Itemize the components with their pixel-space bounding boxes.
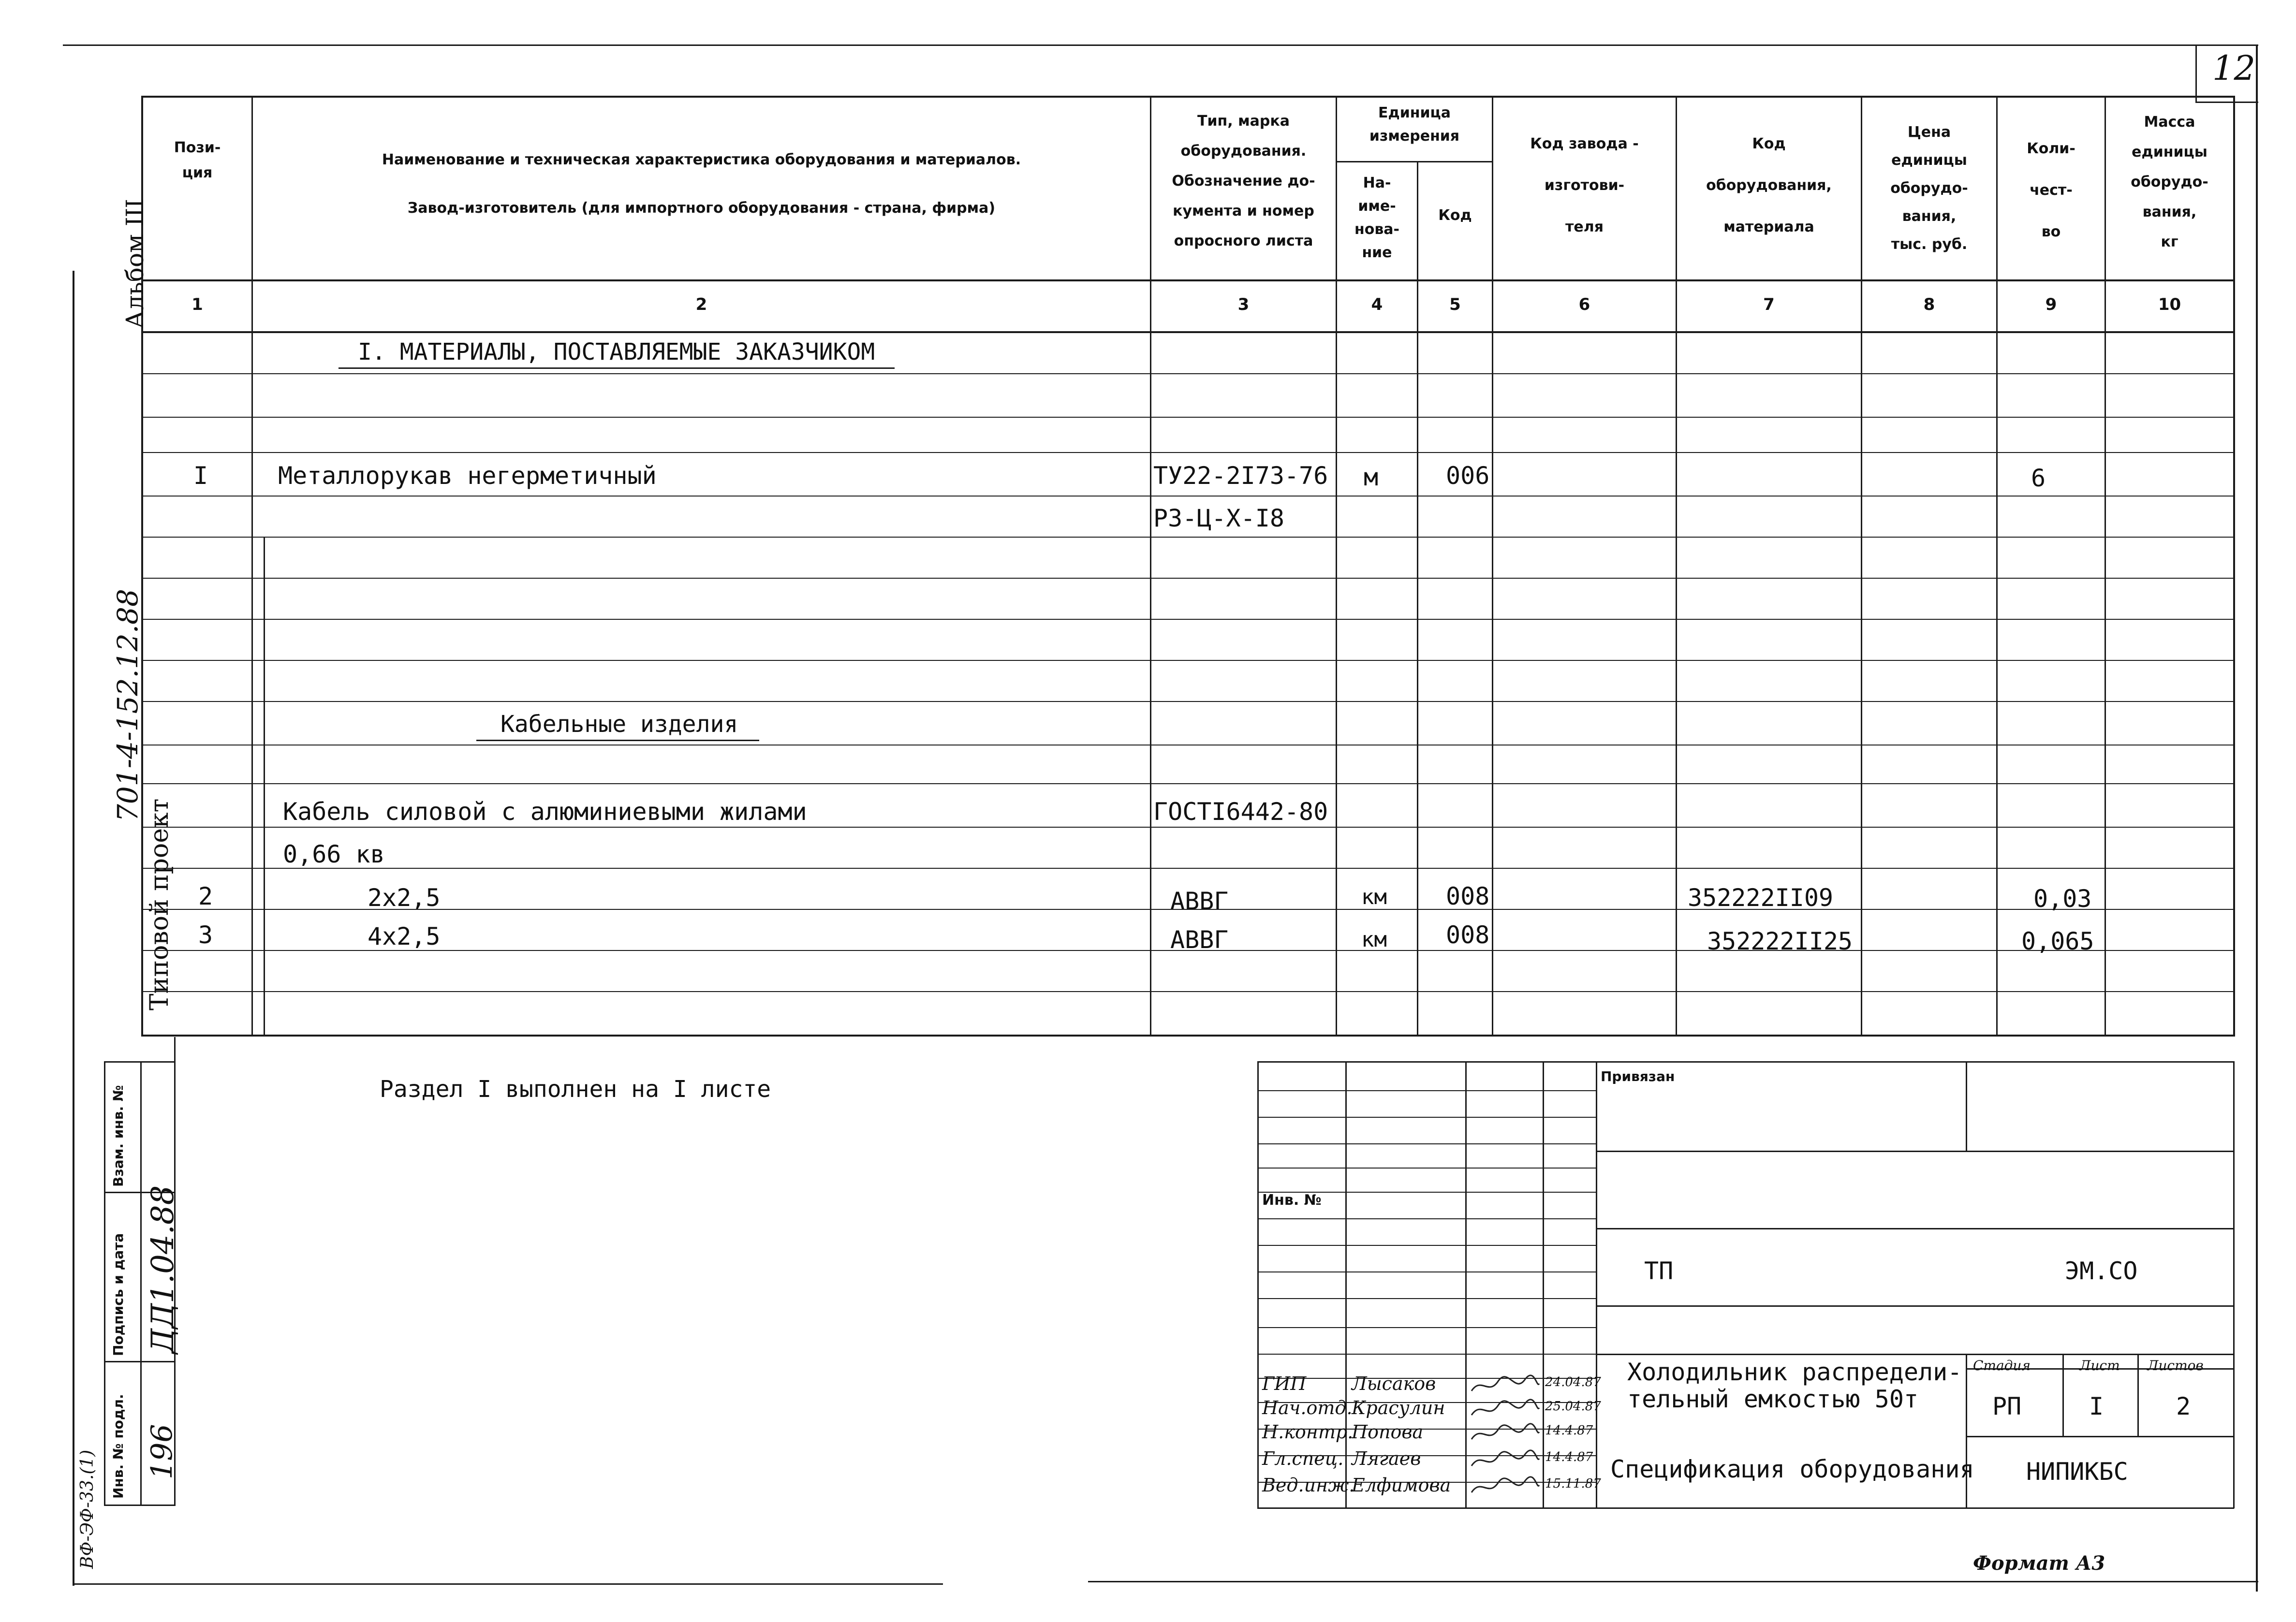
bottom-border <box>73 1583 943 1585</box>
privyazan-label: Привязан <box>1601 1068 1675 1084</box>
signatory-role: Вед.инж. <box>1262 1475 1355 1496</box>
subsection-title: Кабельные изделия <box>500 711 738 738</box>
stage-value: РП <box>1992 1392 2022 1420</box>
row-5-name: 2х2,5 <box>368 884 441 912</box>
unit-group-divider <box>1336 161 1493 162</box>
colnum-7: 7 <box>1763 295 1775 314</box>
margin-box-left <box>104 1061 105 1506</box>
row-6-qty: 0,065 <box>2021 927 2094 955</box>
margin-box-div2 <box>104 1361 176 1362</box>
stamp-row-line <box>1257 1143 1596 1144</box>
podpis-label: Подпись и дата <box>110 1233 126 1356</box>
left-outer-border <box>73 271 74 1586</box>
row-line <box>143 417 2233 418</box>
signature-date: 14.4.87 <box>1545 1423 1593 1438</box>
stamp-vl7 <box>2062 1354 2064 1436</box>
inv-podl-value: 196 <box>145 1424 179 1479</box>
colnum-4: 4 <box>1371 295 1383 314</box>
stage-label: Стадия <box>1973 1358 2031 1374</box>
header-col8: Цена единицы оборудо- вания, тыс. руб. <box>1890 124 1968 253</box>
row-line <box>143 701 2233 702</box>
subsection-title-underline <box>476 740 759 741</box>
row-5-code: 008 <box>1446 882 1490 910</box>
inv-podl-label: Инв. № подл. <box>110 1394 126 1499</box>
sheet-value: I <box>2089 1392 2104 1420</box>
stamp-title: Холодильник распредели- тельный емкостью 50т <box>1627 1358 1962 1413</box>
stamp-block-line <box>1596 1151 2234 1152</box>
row-line <box>143 991 2233 992</box>
stamp-subtitle: Спецификация оборудования <box>1610 1455 1974 1483</box>
inv-no-label: Инв. № <box>1262 1192 1322 1209</box>
row-line <box>143 660 2233 661</box>
section-note: Раздел I выполнен на I листе <box>380 1076 771 1103</box>
vzam-label: Взам. инв. № <box>110 1085 126 1187</box>
top-border <box>63 44 2258 46</box>
signature-scribble <box>1469 1398 1542 1421</box>
stamp-row-line <box>1257 1090 1596 1091</box>
header-col3: Тип, марка оборудования. Обозначение до- кумента и номер опросного листа <box>1172 113 1315 249</box>
row-1-code: 006 <box>1446 462 1490 490</box>
signature-scribble <box>1469 1374 1542 1397</box>
signatory-role: Нач.отд. <box>1262 1397 1353 1418</box>
col-divider-1 <box>251 96 253 1036</box>
row-1-unit: м <box>1364 463 1379 491</box>
format-label: Формат А3 <box>1973 1552 2105 1575</box>
header-col4: На- име- нова- ние <box>1354 175 1400 261</box>
row-3-name: Кабель силовой с алюминиевыми жилами <box>283 798 807 826</box>
table-bottom-border <box>141 1035 2235 1037</box>
margin-box-top <box>104 1061 176 1063</box>
signatory-name: Лысаков <box>1352 1373 1436 1394</box>
signatory-name: Лягаев <box>1352 1448 1421 1469</box>
signature-date: 24.04.87 <box>1545 1375 1601 1389</box>
row-6-matcode: 352222II25 <box>1707 927 1853 955</box>
row-line <box>143 373 2233 374</box>
row-5-unit: км <box>1361 885 1387 909</box>
col-divider-4 <box>1417 162 1418 1036</box>
margin-box-bottom <box>104 1505 176 1506</box>
header-col1: Пози- ция <box>174 139 221 181</box>
signature-date: 25.04.87 <box>1545 1399 1601 1414</box>
bottom-border-right <box>1088 1581 2258 1582</box>
sheets-label: Листов <box>2147 1358 2204 1374</box>
signature-date: 14.4.87 <box>1545 1450 1593 1464</box>
stamp-block-line <box>1596 1354 2234 1355</box>
row-line <box>143 578 2233 579</box>
stamp-vl3 <box>1543 1061 1544 1508</box>
stamp-vl2 <box>1465 1061 1467 1508</box>
page-number: 12 <box>2212 48 2256 88</box>
page-number-box-left <box>2195 44 2197 102</box>
row-6-type: АВВГ <box>1170 926 1229 954</box>
row-3-type: ГОСТI6442-80 <box>1153 798 1328 826</box>
row-5-qty: 0,03 <box>2033 885 2092 913</box>
signatory-name: Красулин <box>1352 1397 1445 1418</box>
album-label: Альбом Ш <box>121 199 149 329</box>
header-col2-line2: Завод-изготовитель (для импортного оборудования - страна, фирма) <box>407 200 996 217</box>
form-code: ВФ-ЭФ-33.(1) <box>77 1449 97 1569</box>
row-1-qty: 6 <box>2031 464 2046 492</box>
signature-date: 15.11.87 <box>1545 1476 1601 1491</box>
signatory-name: Попова <box>1352 1421 1424 1443</box>
row-1-type: ТУ22-2I73-76 <box>1153 462 1328 490</box>
stamp-block-line <box>1966 1436 2234 1437</box>
row-6-name: 4х2,5 <box>368 922 441 950</box>
header-col5: Код <box>1438 207 1472 224</box>
section-title-underline <box>339 367 895 369</box>
colnum-2: 2 <box>695 295 707 314</box>
stamp-block-line <box>1596 1228 2234 1229</box>
sheets-value: 2 <box>2176 1392 2191 1420</box>
doc-code-left: ТП <box>1644 1257 1674 1285</box>
colnum-9: 9 <box>2045 295 2057 314</box>
colnum-1: 1 <box>191 295 203 314</box>
row-line <box>143 868 2233 869</box>
stamp-row-line <box>1257 1271 1596 1272</box>
doc-code-right: ЭМ.СО <box>2065 1257 2138 1285</box>
row-2-type: Р3-Ц-Х-I8 <box>1153 504 1284 532</box>
colnum-bottom-line <box>141 331 2235 333</box>
table-top-border <box>141 96 2235 98</box>
row-line <box>143 537 2233 538</box>
row-1-pos: I <box>193 462 208 490</box>
page-number-box-bottom <box>2195 102 2258 103</box>
row-5-pos: 2 <box>198 882 213 910</box>
row-line <box>143 496 2233 497</box>
right-border <box>2256 44 2258 1592</box>
signature-scribble <box>1469 1422 1542 1446</box>
row-6-pos: 3 <box>198 921 213 949</box>
row-5-type: АВВГ <box>1170 887 1229 915</box>
stamp-row-line <box>1257 1168 1596 1169</box>
stamp-row-line <box>1257 1354 1596 1355</box>
sheet-label: Лист <box>2079 1358 2120 1374</box>
inner-col-divider <box>264 537 265 1035</box>
stamp-right <box>2233 1061 2235 1508</box>
project-number: 701-4-152.12.88 <box>111 589 144 822</box>
row-line <box>143 619 2233 620</box>
stamp-top <box>1257 1061 2234 1063</box>
stamp-row-line <box>1257 1245 1596 1246</box>
row-6-unit: км <box>1361 927 1387 952</box>
stamp-vl4 <box>1596 1061 1597 1508</box>
stamp-block-line <box>1596 1305 2234 1307</box>
stamp-row-line <box>1257 1117 1596 1118</box>
signature-scribble <box>1469 1449 1542 1472</box>
colnum-5: 5 <box>1449 295 1461 314</box>
row-1-name: Металлорукав негерметичный <box>278 462 657 490</box>
header-bottom-line <box>141 279 2235 281</box>
header-col10: Масса единицы оборудо- вания, кг <box>2131 114 2208 250</box>
stamp-row-line <box>1257 1218 1596 1219</box>
project-label: Типовой проект <box>145 798 174 1010</box>
signatory-role: ГИП <box>1262 1373 1307 1394</box>
margin-box-mid <box>140 1061 142 1506</box>
stamp-left <box>1257 1061 1259 1508</box>
colnum-3: 3 <box>1237 295 1250 314</box>
signatory-role: Н.контр. <box>1262 1421 1354 1443</box>
signature-scribble <box>1469 1476 1542 1499</box>
stamp-bottom <box>1257 1507 2234 1509</box>
signatory-role: Гл.спец. <box>1262 1448 1344 1469</box>
header-col7: Код оборудования, материала <box>1706 135 1832 235</box>
header-unit-group: Единица измерения <box>1369 104 1460 145</box>
colnum-10: 10 <box>2158 295 2181 314</box>
header-col6: Код завода - изготови- теля <box>1530 135 1639 235</box>
row-6-code: 008 <box>1446 921 1490 949</box>
stamp-vl5 <box>1966 1061 1967 1151</box>
section-title: I. МАТЕРИАЛЫ, ПОСТАВЛЯЕМЫЕ ЗАКАЗЧИКОМ <box>358 338 875 365</box>
row-line <box>143 783 2233 784</box>
stamp-vl8 <box>2137 1354 2139 1436</box>
header-col9: Коли- чест- во <box>2027 140 2075 240</box>
row-4-name: 0,66 кв <box>283 840 385 868</box>
row-5-matcode: 352222II09 <box>1688 884 1834 912</box>
table-right-border <box>2233 96 2235 1036</box>
row-line <box>143 452 2233 453</box>
podpis-value: ДД1.04.88 <box>145 1185 181 1354</box>
colnum-6: 6 <box>1578 295 1590 314</box>
header-col2-line1: Наименование и техническая характеристика оборудования и материалов. <box>382 151 1021 168</box>
stamp-row-line <box>1257 1327 1596 1328</box>
row-line <box>143 827 2233 828</box>
stamp-row-line <box>1257 1298 1596 1299</box>
stamp-vl6 <box>1966 1354 1967 1508</box>
signatory-name: Елфимова <box>1352 1475 1451 1496</box>
colnum-8: 8 <box>1923 295 1935 314</box>
org-name: НИПИКБС <box>2026 1458 2128 1486</box>
